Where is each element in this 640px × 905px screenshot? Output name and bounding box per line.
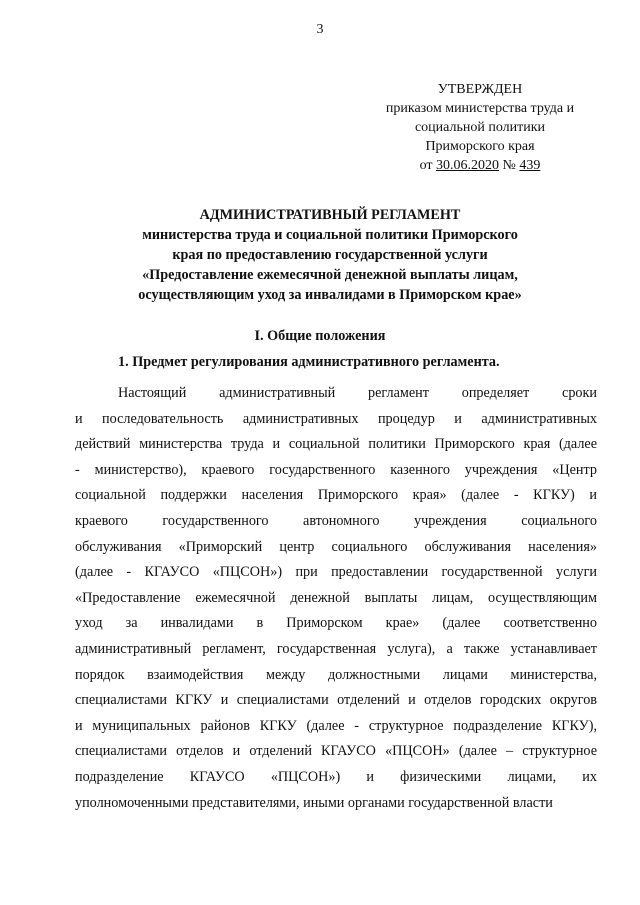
body-line: краевого государственного автономного учреждения социального — [75, 512, 597, 529]
approval-line-4: Приморского края — [425, 139, 535, 154]
approval-prefix: от — [419, 158, 433, 173]
approval-date-line — [360, 156, 600, 175]
body-line: обслуживания «Приморский центр социального обслуживания населения» — [75, 538, 597, 555]
body-line: и муниципальных районов КГКУ (далее - структурное подразделение КГКУ), — [75, 717, 597, 734]
subsection-heading: 1. Предмет регулирования административного регламента. — [118, 354, 500, 370]
approval-number-sign: № — [502, 158, 516, 173]
body-paragraph — [75, 381, 597, 816]
body-line: и последовательность административных процедур и административных — [75, 410, 597, 427]
title-line-5: осуществляющим уход за инвалидами в Приморском крае» — [138, 287, 522, 303]
title-line-1: АДМИНИСТРАТИВНЫЙ РЕГЛАМЕНТ — [199, 207, 461, 223]
body-line: уход за инвалидами в Приморском крае» (далее соответственно — [75, 615, 597, 632]
section-heading: I. Общие положения — [254, 328, 386, 344]
approval-line-1: УТВЕРЖДЕН — [437, 82, 523, 97]
title-line-2: министерства труда и социальной политики Приморского — [142, 227, 518, 243]
page-number: 3 — [316, 22, 324, 37]
title-line-4: «Предоставление ежемесячной денежной выплаты лицам, — [142, 267, 518, 283]
body-line: порядок взаимодействия между должностными лицами министерства, — [75, 666, 597, 683]
document-title — [80, 205, 580, 305]
body-line: социальной поддержки населения Приморского края» (далее - КГКУ) и — [75, 487, 597, 504]
body-line: уполномоченными представителями, иными органами государственной власти — [75, 794, 553, 811]
body-line: подразделение КГАУСО «ПЦСОН») и физическими лицами, их — [75, 768, 597, 785]
approval-date: 30.06.2020 — [436, 158, 500, 173]
approval-number: 439 — [519, 158, 541, 173]
title-line-3: края по предоставлению государственной услуги — [172, 247, 488, 263]
approval-line-2: приказом министерства труда и — [385, 101, 575, 116]
approval-line-3: социальной политики — [414, 120, 546, 135]
body-line: «Предоставление ежемесячной денежной выплаты лицам, осуществляющим — [75, 589, 597, 606]
body-line: действий министерства труда и социальной политики Приморского края (далее — [75, 436, 597, 453]
body-line: (далее - КГАУСО «ПЦСОН») при предоставлении государственной услуги — [75, 564, 597, 581]
approval-stamp — [360, 80, 600, 175]
body-line: специалистами отделов и отделений КГАУСО «ПЦСОН» (далее – структурное — [75, 743, 597, 760]
body-line: специалистами КГКУ и специалистами отделений и отделов городских округов — [75, 692, 597, 709]
body-line: Настоящий административный регламент определяет сроки — [118, 385, 597, 401]
body-line: административный регламент, государственная услуга), а также устанавливает — [75, 640, 597, 657]
body-line: - министерство), краевого государственного казенного учреждения «Центр — [75, 461, 597, 478]
